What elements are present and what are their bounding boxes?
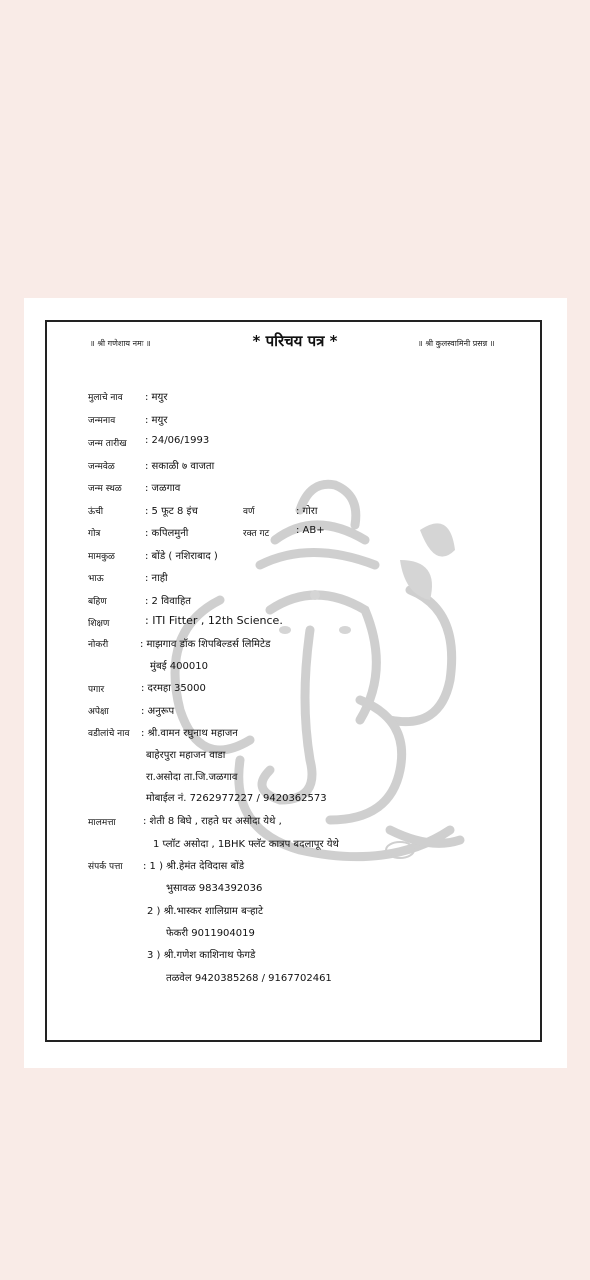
salary-value: : दरमहा 35000 — [141, 683, 206, 694]
job-label: नोकरी — [88, 640, 109, 650]
father-label: वडीलांचे नाव — [88, 729, 130, 739]
contact-label: संपर्क पत्ता — [88, 862, 123, 872]
dob-label: जन्म तारीख — [88, 439, 127, 449]
contact-3-name: 3 ) श्री.गणेश काशिनाथ फेगडे — [147, 950, 256, 961]
property-label: मालमत्ता — [88, 818, 116, 828]
father-mobile: मोबाईल नं. 7262977227 / 9420362573 — [146, 793, 327, 804]
expectation-label: अपेक्षा — [88, 707, 109, 717]
height-value: : 5 फूट 8 इंच — [145, 506, 198, 517]
father-address-line2: रा.असोदा ता.जि.जळगाव — [146, 772, 238, 783]
education-value: : ITI Fitter , 12th Science. — [145, 614, 283, 627]
gotra-label: गोत्र — [88, 529, 101, 539]
complexion-label: वर्ण — [243, 507, 255, 517]
header-left-invocation: ॥ श्री गणेशाय नमः ॥ — [90, 339, 151, 348]
contact-2-phone: फेकरी 9011904019 — [166, 928, 255, 939]
salary-label: पगार — [88, 685, 105, 695]
sister-value: : 2 विवाहित — [145, 596, 191, 607]
page-title: * परिचय पत्र * — [252, 332, 338, 350]
expectation-value: : अनुरूप — [141, 706, 175, 717]
job-city: मुंबई 400010 — [150, 661, 208, 672]
gotra-value: : कपिलमुनी — [145, 528, 189, 539]
brother-value: : नाही — [145, 573, 168, 584]
father-value: : श्री.वामन रघुनाथ महाजन — [141, 728, 238, 739]
sister-label: बहिण — [88, 597, 107, 607]
birth-time-value: : सकाळी ७ वाजता — [145, 461, 215, 472]
name-label: मुलाचे नाव — [88, 393, 123, 403]
birth-time-label: जन्मवेळ — [88, 462, 115, 472]
contact-2-name: 2 ) श्री.भास्कर शालिग्राम बऱ्हाटे — [147, 906, 264, 917]
father-address-line1: बाहेरपुरा महाजन वाडा — [146, 750, 226, 761]
job-value: : माझगाव डॉक शिपबिल्डर्स लिमिटेड — [140, 639, 271, 650]
height-label: ऊंची — [88, 507, 104, 517]
birth-place-label: जन्म स्थळ — [88, 484, 122, 494]
dob-value: : 24/06/1993 — [145, 435, 210, 446]
property-line2: 1 प्लॉट असोदा , 1BHK फ्लॅट कात्रप बदलापूर येथे — [153, 839, 339, 850]
header-right-invocation: ॥ श्री कुलस्वामिनी प्रसन्न ॥ — [418, 339, 495, 348]
contact-1-name: : 1 ) श्री.हेमंत देविदास बोंडे — [143, 861, 245, 872]
birth-name-label: जन्मनाव — [88, 416, 116, 426]
mamkul-label: मामकुळ — [88, 552, 115, 562]
brother-label: भाऊ — [88, 574, 104, 584]
blood-group-label: रक्त गट — [243, 529, 270, 539]
birth-place-value: : जळगाव — [145, 483, 181, 494]
mamkul-value: : बोंडे ( नशिराबाद ) — [145, 551, 218, 562]
education-label: शिक्षण — [88, 619, 110, 629]
name-value: : मयुर — [145, 392, 168, 403]
birth-name-value: : मयुर — [145, 415, 168, 426]
contact-1-phone: भुसावळ 9834392036 — [166, 883, 263, 894]
complexion-value: : गोरा — [296, 506, 318, 517]
blood-group-value: : AB+ — [296, 525, 325, 536]
property-value: : शेती 8 बिघे , राहते घर असोदा येथे , — [143, 816, 282, 827]
contact-3-phone: तळवेल 9420385268 / 9167702461 — [166, 973, 332, 984]
